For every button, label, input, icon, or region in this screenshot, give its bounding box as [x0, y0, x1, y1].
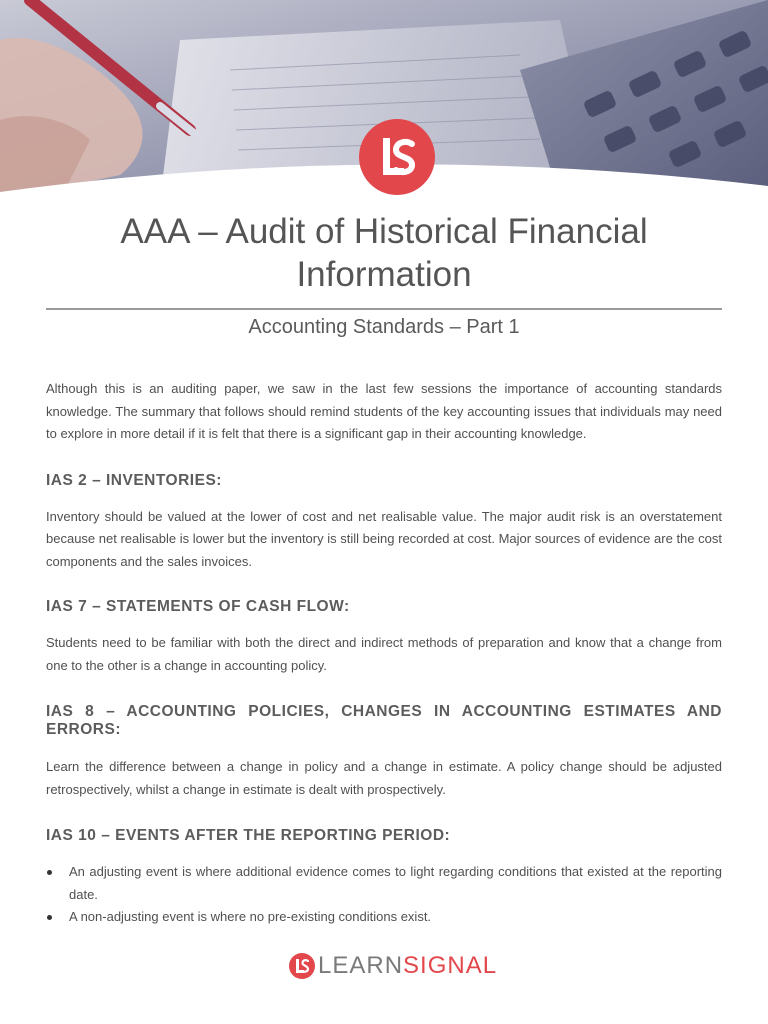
learnsignal-logo-badge	[358, 118, 436, 196]
document-title-line-1: AAA – Audit of Historical Financial	[120, 212, 648, 251]
intro-paragraph: Although this is an auditing paper, we saw in the last few sessions the importance of accounting standards knowledge. The summary that follows should remind students of the key accounting issues that individuals may need to explore in more detail if it is felt that there is a significant gap in their accounting knowledge.	[46, 381, 722, 441]
footer-wordmark	[318, 951, 497, 981]
document-title-line-2: Information	[296, 255, 472, 294]
ls-footer-icon	[288, 952, 316, 980]
section-heading-ias8: IAS 8 – ACCOUNTING POLICIES, CHANGES IN ACCOUNTING ESTIMATES AND ERRORS:	[46, 703, 722, 738]
ls-logo-icon	[358, 118, 436, 196]
document-body	[46, 378, 722, 929]
list-item: An adjusting event is where additional evidence comes to light regarding conditions that existed at the reporting date.	[46, 861, 722, 906]
title-divider	[46, 308, 722, 310]
section-body-ias7: Students need to be familiar with both the direct and indirect methods of preparation and know that a change from one to the other is a change in accounting policy.	[46, 635, 722, 673]
ias10-bullet-list	[46, 861, 722, 929]
footer-wordmark-signal: SIGNAL	[403, 952, 498, 979]
section-heading-ias2: IAS 2 – INVENTORIES:	[46, 471, 222, 489]
document-title	[46, 210, 722, 296]
list-item: A non-adjusting event is where no pre-existing conditions exist.	[46, 906, 722, 929]
section-heading-ias7: IAS 7 – STATEMENTS OF CASH FLOW:	[46, 598, 350, 615]
title-block	[46, 210, 722, 296]
section-body-ias2: Inventory should be valued at the lower of cost and net realisable value. The major audit risk is an overstatement because net realisable is lower but the inventory is still being recorded at cost. Major sources of evidence are the cost components and the sales invoices.	[46, 508, 722, 569]
section-heading-ias10: IAS 10 – EVENTS AFTER THE REPORTING PERIOD:	[46, 827, 451, 844]
footer-wordmark-learn: LEARN	[318, 952, 404, 979]
footer-brand-logo	[288, 948, 498, 982]
document-subtitle: Accounting Standards – Part 1	[248, 316, 520, 338]
section-body-ias8: Learn the difference between a change in policy and a change in estimate. A policy change should be adjusted retrospectively, whilst a change in estimate is dealt with prospectively.	[46, 759, 722, 797]
